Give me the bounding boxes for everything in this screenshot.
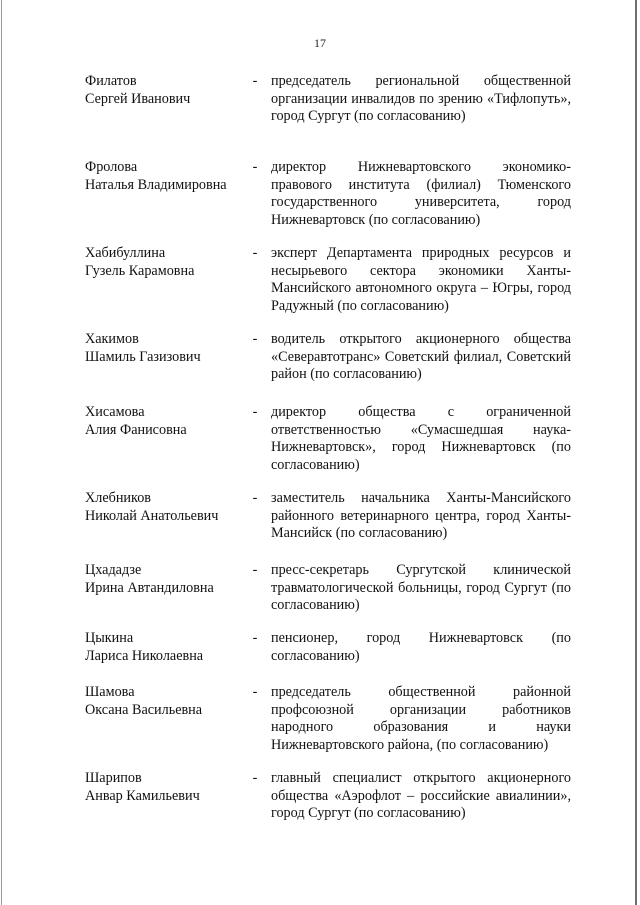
position-description: пресс-секретарь Сургутской клинической травматологической больницы, город Сургут (по согласованию) [271, 562, 571, 614]
person-name [85, 404, 245, 439]
position-description: председатель региональной общественной организации инвалидов по зрению «Тифлопуть», город Сургут (по согласованию) [271, 73, 571, 125]
position-description: директор Нижневартовского экономико-правового института (филиал) Тюменского государственного университета, город Нижневартовск (по согласованию) [271, 159, 571, 229]
given-names: Ирина Автандиловна [85, 579, 214, 596]
list-item [85, 404, 575, 484]
page-number: 17 [314, 36, 326, 50]
scan-edge-right [635, 0, 637, 905]
separator-dash: - [252, 331, 258, 347]
list-item [85, 159, 575, 239]
list-item [85, 331, 575, 411]
person-name [85, 245, 245, 280]
person-name [85, 159, 245, 194]
surname: Цхададзе [85, 562, 142, 578]
surname: Фролова [85, 159, 138, 175]
list-item [85, 73, 575, 153]
given-names: Лариса Николаевна [85, 647, 204, 664]
surname: Хлебников [85, 490, 151, 506]
person-name [85, 562, 245, 597]
person-name [85, 770, 245, 805]
given-names: Наталья Владимировна [85, 176, 227, 193]
list-item [85, 245, 575, 325]
position-description: председатель общественной районной профсоюзной организации работников народного образования и науки Нижневартовского района, (по согласованию) [271, 684, 571, 754]
surname: Шамова [85, 684, 135, 700]
given-names: Гузель Карамовна [85, 262, 195, 279]
given-names: Сергей Иванович [85, 90, 191, 107]
separator-dash: - [252, 770, 258, 786]
position-description: заместитель начальника Ханты-Мансийского районного ветеринарного центра, город Ханты-Мансийск (по согласованию) [271, 490, 571, 542]
person-name [85, 490, 245, 525]
person-name [85, 331, 245, 366]
person-name [85, 73, 245, 108]
list-item [85, 770, 575, 850]
given-names: Шамиль Газизович [85, 348, 201, 365]
given-names: Оксана Васильевна [85, 701, 203, 718]
surname: Хабибуллина [85, 245, 166, 261]
separator-dash: - [252, 159, 258, 175]
separator-dash: - [252, 630, 258, 646]
separator-dash: - [252, 490, 258, 506]
position-description: эксперт Департамента природных ресурсов и несырьевого сектора экономики Ханты-Мансийского автономного округа – Югры, город Радужный (по согласованию) [271, 245, 571, 315]
surname: Хисамова [85, 404, 145, 420]
given-names: Алия Фанисовна [85, 421, 187, 438]
surname: Шарипов [85, 770, 142, 786]
scan-edge-left [1, 0, 2, 905]
given-names: Николай Анатольевич [85, 507, 219, 524]
position-description: пенсионер, город Нижневартовск (по согласованию) [271, 630, 571, 664]
separator-dash: - [252, 73, 258, 89]
person-name [85, 684, 245, 719]
surname: Цыкина [85, 630, 134, 646]
position-description: главный специалист открытого акционерного общества «Аэрофлот – российские авиалинии», город Сургут (по согласованию) [271, 770, 571, 822]
list-item [85, 684, 575, 764]
separator-dash: - [252, 684, 258, 700]
separator-dash: - [252, 404, 258, 420]
surname: Хакимов [85, 331, 139, 347]
person-name [85, 630, 245, 665]
position-description: директор общества с ограниченной ответственностью «Сумасшедшая наука-Нижневартовск», город Нижневартовск (по согласованию) [271, 404, 571, 474]
separator-dash: - [252, 562, 258, 578]
list-item [85, 490, 575, 570]
given-names: Анвар Камильевич [85, 787, 200, 804]
position-description: водитель открытого акционерного общества «Северавтотранс» Советский филиал, Советский район (по согласованию) [271, 331, 571, 383]
separator-dash: - [252, 245, 258, 261]
surname: Филатов [85, 73, 137, 89]
